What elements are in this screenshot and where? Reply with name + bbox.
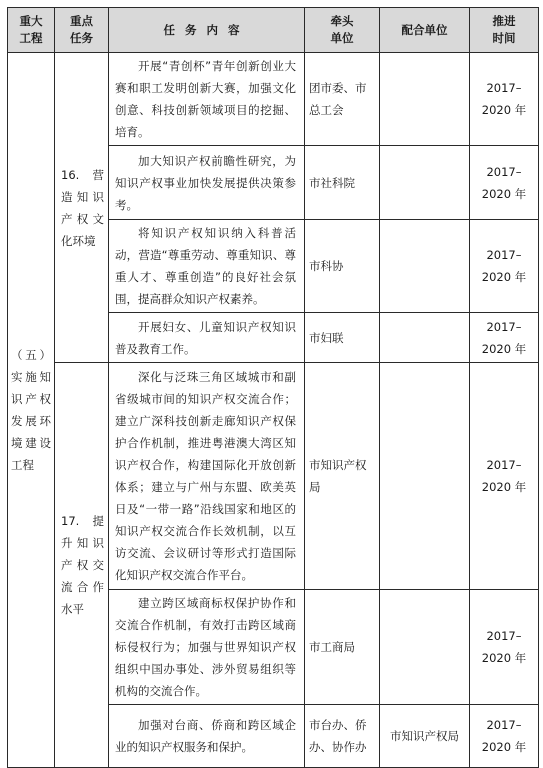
period-cell: 2017– 2020 年 [470, 220, 539, 313]
content-cell: 开展“青创杯”青年创新创业大赛和职工发明创新大赛，加强文化创意、科技创新领域项目的挖掘、培育。 [109, 53, 305, 146]
table-row [8, 53, 539, 146]
lead-cell: 市知识产权局 [305, 363, 380, 590]
period-cell: 2017– 2020 年 [470, 53, 539, 146]
content-cell: 开展妇女、儿童知识产权知识普及教育工作。 [109, 313, 305, 363]
header-period: 推进 时间 [470, 8, 539, 53]
task-cell: 17. 提升知识产权交流合作水平 [55, 363, 109, 768]
coop-cell [380, 53, 470, 146]
content-cell: 加强对台商、侨商和跨区域企业的知识产权服务和保护。 [109, 705, 305, 768]
content-cell: 将知识产权知识纳入科普活动，营造“尊重劳动、尊重知识、尊重人才、尊重创造”的良好社会氛围，提高群众知识产权素养。 [109, 220, 305, 313]
task-cell: 16. 营造知识产权文化环境 [55, 53, 109, 363]
project-cell: （五）实施知识产权发展环境建设工程 [8, 53, 55, 768]
header-task: 重点 任务 [55, 8, 109, 53]
header-row [8, 8, 539, 53]
period-cell: 2017– 2020 年 [470, 363, 539, 590]
period-cell: 2017– 2020 年 [470, 705, 539, 768]
coop-cell [380, 313, 470, 363]
coop-cell [380, 146, 470, 220]
lead-cell: 市妇联 [305, 313, 380, 363]
header-content: 任务内容 [109, 8, 305, 53]
lead-cell: 市科协 [305, 220, 380, 313]
coop-cell [380, 220, 470, 313]
table-row [8, 363, 539, 590]
period-cell: 2017– 2020 年 [470, 146, 539, 220]
header-coop: 配合单位 [380, 8, 470, 53]
coop-cell: 市知识产权局 [380, 705, 470, 768]
header-lead: 牵头 单位 [305, 8, 380, 53]
coop-cell [380, 590, 470, 705]
lead-cell: 市工商局 [305, 590, 380, 705]
coop-cell [380, 363, 470, 590]
header-project: 重大 工程 [8, 8, 55, 53]
content-cell: 建立跨区域商标权保护协作和交流合作机制，有效打击跨区域商标侵权行为；加强与世界知识产权组织中国办事处、涉外贸易组织等机构的交流合作。 [109, 590, 305, 705]
period-cell: 2017– 2020 年 [470, 590, 539, 705]
task-table [7, 7, 539, 768]
lead-cell: 市社科院 [305, 146, 380, 220]
content-cell: 加大知识产权前瞻性研究，为知识产权事业加快发展提供决策参考。 [109, 146, 305, 220]
lead-cell: 市台办、侨办、协作办 [305, 705, 380, 768]
lead-cell: 团市委、市总工会 [305, 53, 380, 146]
content-cell: 深化与泛珠三角区域城市和副省级城市间的知识产权交流合作；建立广深科技创新走廊知识产权保护合作机制，推进粤港澳大湾区知识产权合作，构建国际化开放创新体系；建立与广州与东盟、欧美英日及“一带一路”沿线国家和地区的知识产权交流合作长效机制，以互访交流、会议研讨等形式打造国际化知识产权交流合作平台。 [109, 363, 305, 590]
period-cell: 2017– 2020 年 [470, 313, 539, 363]
